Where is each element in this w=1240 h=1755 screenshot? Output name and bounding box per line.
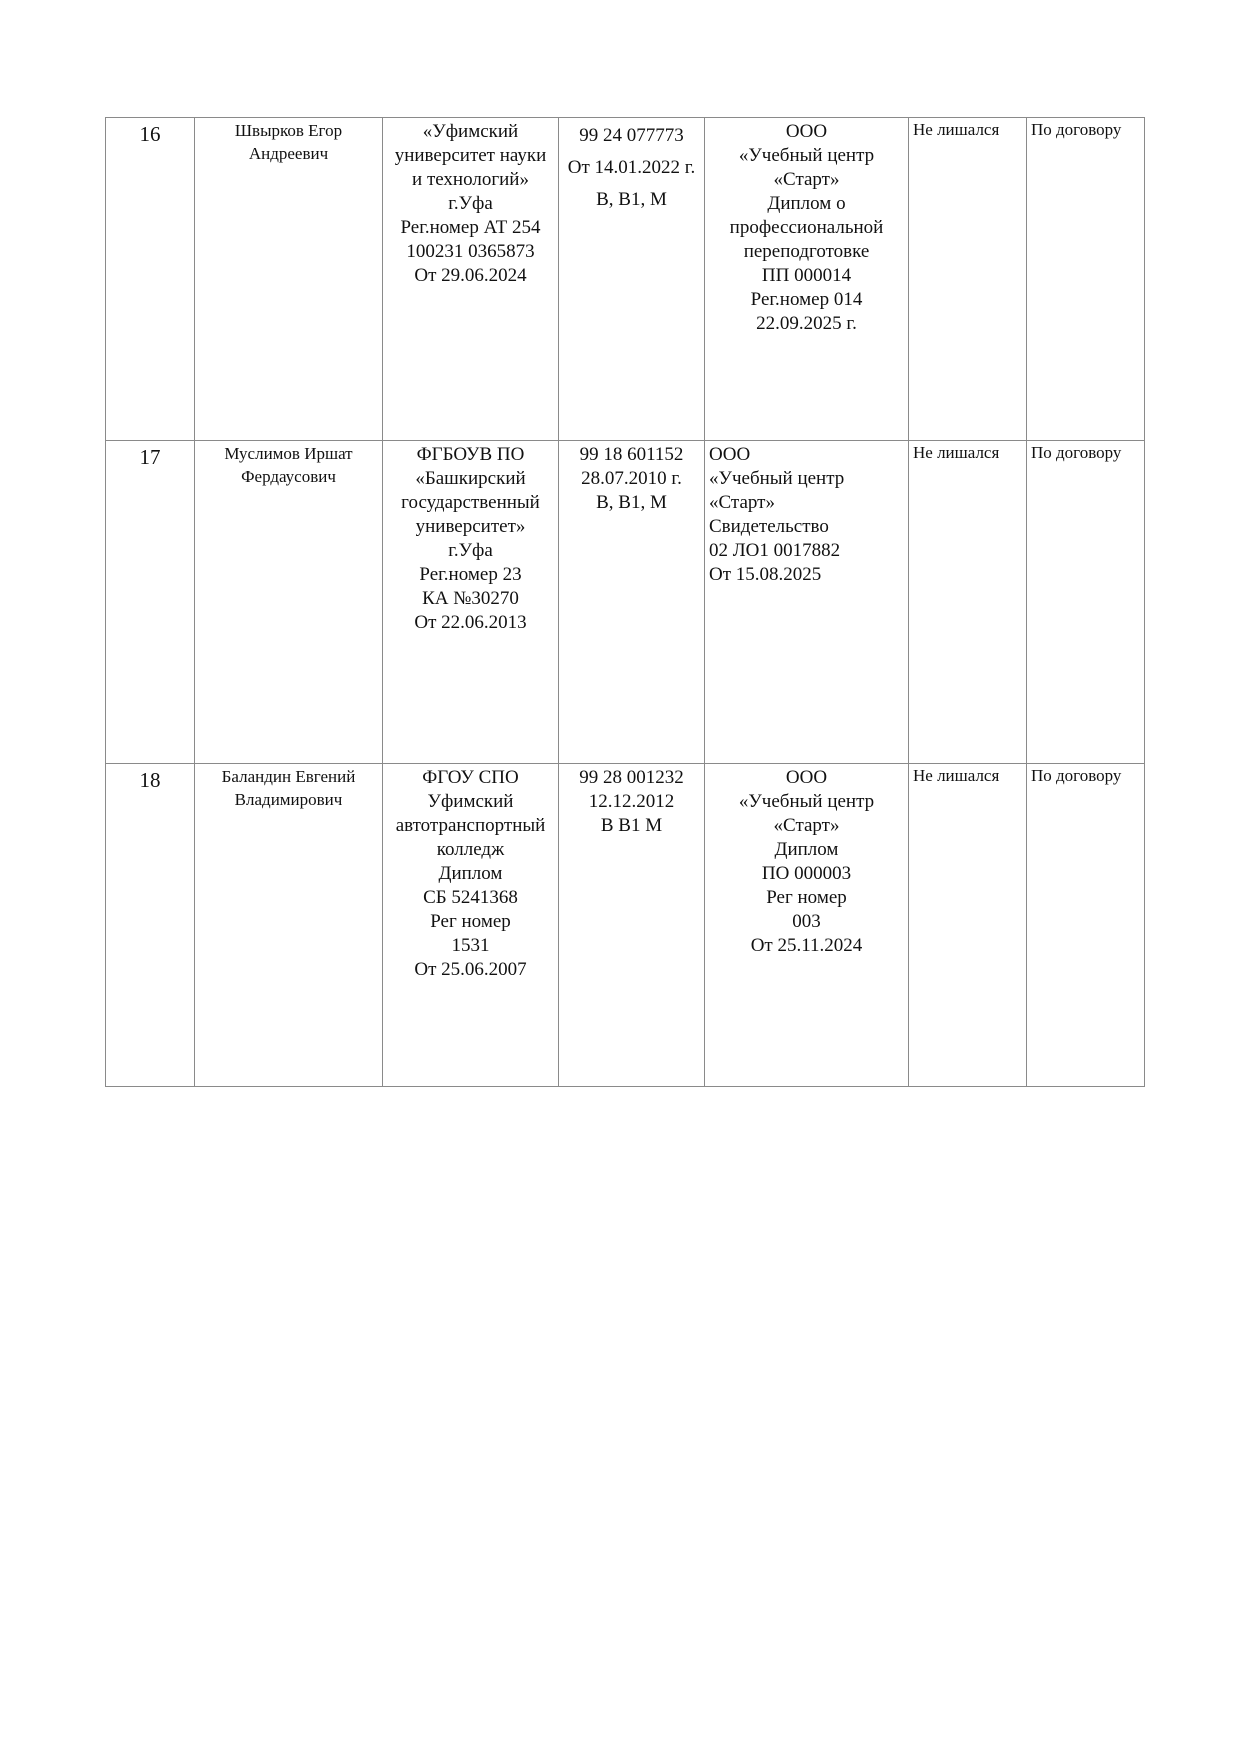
table-row: [106, 441, 1145, 764]
driver-license-info: 99 18 601152 28.07.2010 г. В, В1, М: [579, 444, 684, 513]
basis-cell: [1027, 118, 1145, 441]
full-name: Муслимов Иршат Фердаусович: [224, 444, 353, 486]
license-deprivation-status: Не лишался: [913, 120, 1000, 139]
license-deprivation-status: Не лишался: [913, 443, 1000, 462]
table-row: [106, 764, 1145, 1087]
row-number: 16: [139, 122, 161, 146]
education-cell: [383, 441, 559, 764]
education-cell: [383, 118, 559, 441]
row-number: 17: [139, 445, 161, 469]
training-cell: [705, 441, 909, 764]
row-number-cell: [106, 764, 195, 1087]
education-info: ФГОУ СПО Уфимский автотранспортный колледж Диплом СБ 5241368 Рег номер 1531 От 25.06.2007: [395, 767, 546, 980]
deprived-cell: [909, 118, 1027, 441]
driver-license-info: 99 24 077773 От 14.01.2022 г. В, В1, М: [567, 125, 696, 210]
deprived-cell: [909, 441, 1027, 764]
training-cell: [705, 764, 909, 1087]
employment-basis: По договору: [1031, 443, 1122, 462]
training-info: ООО «Учебный центр «Старт» Свидетельство 02 ЛО1 0017882 От 15.08.2025: [709, 444, 845, 585]
row-number-cell: [106, 441, 195, 764]
records-table: [105, 117, 1145, 1087]
full-name: Баландин Евгений Владимирович: [221, 767, 356, 809]
license-deprivation-status: Не лишался: [913, 766, 1000, 785]
training-cell: [705, 118, 909, 441]
employment-basis: По договору: [1031, 766, 1122, 785]
driver-license-info: 99 28 001232 12.12.2012 В В1 М: [579, 767, 684, 836]
license-cell: [559, 764, 705, 1087]
row-number-cell: [106, 118, 195, 441]
basis-cell: [1027, 764, 1145, 1087]
employment-basis: По договору: [1031, 120, 1122, 139]
license-cell: [559, 118, 705, 441]
training-info: ООО «Учебный центр «Старт» Диплом ПО 000003 Рег номер 003 От 25.11.2024: [738, 767, 875, 956]
deprived-cell: [909, 764, 1027, 1087]
table-row: [106, 118, 1145, 441]
training-info: ООО «Учебный центр «Старт» Диплом о профессиональной переподготовке ПП 000014 Рег.номер 014 22.09.2025 г.: [729, 121, 884, 334]
full-name: Швырков Егор Андреевич: [234, 121, 343, 163]
full-name-cell: [195, 118, 383, 441]
full-name-cell: [195, 441, 383, 764]
basis-cell: [1027, 441, 1145, 764]
row-number: 18: [139, 768, 161, 792]
education-info: «Уфимский университет науки и технологий» г.Уфа Рег.номер АТ 254 100231 0365873 От 29.06.2024: [394, 121, 547, 286]
education-cell: [383, 764, 559, 1087]
full-name-cell: [195, 764, 383, 1087]
license-cell: [559, 441, 705, 764]
education-info: ФГБОУВ ПО «Башкирский государственный университет» г.Уфа Рег.номер 23 КА №30270 От 22.06.2013: [401, 444, 540, 633]
